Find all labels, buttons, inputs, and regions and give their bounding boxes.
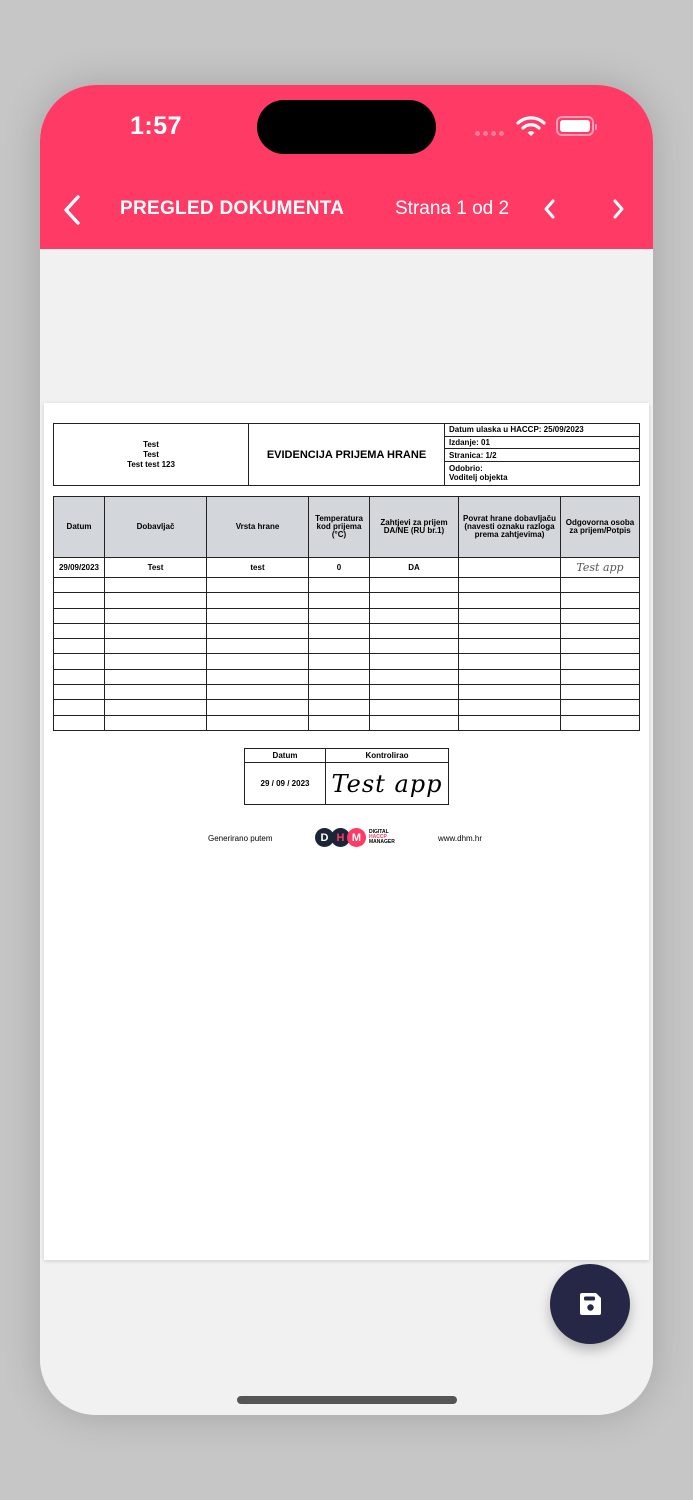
company-line: Test test 123: [127, 459, 175, 469]
table-row-empty: [54, 608, 640, 623]
company-info: [54, 424, 249, 486]
table-row-empty: [54, 700, 640, 715]
logo-letter: D: [315, 828, 334, 847]
cell-requirements: DA: [370, 558, 459, 578]
cellular-signal-icon: [475, 131, 504, 136]
website-link: www.dhm.hr: [438, 834, 483, 843]
cell-return: [459, 558, 561, 578]
save-icon: [576, 1290, 604, 1318]
column-header: Dobavljač: [105, 497, 207, 558]
approved-label: Odobrio:: [449, 464, 483, 474]
table-row-empty: [54, 578, 640, 593]
dynamic-island: [257, 100, 436, 154]
table-row-empty: [54, 654, 640, 669]
table-row-empty: [54, 593, 640, 608]
logo-word: MANAGER: [369, 839, 395, 845]
table-row-empty: [54, 623, 640, 638]
company-line: Test: [143, 449, 159, 459]
company-line: Test: [143, 439, 159, 449]
document-header-table: [53, 423, 640, 486]
control-table: [244, 748, 449, 805]
cell-date: 29/09/2023: [54, 558, 105, 578]
column-header: Povrat hrane dobavljaču (navesti oznaku razloga prema zahtjevima): [459, 497, 561, 558]
approved-by: [445, 461, 640, 485]
cell-signature: Test app: [561, 558, 640, 578]
reception-table: [53, 496, 640, 731]
entry-date: Datum ulaska u HACCP: 25/09/2023: [445, 424, 640, 437]
page-title: PREGLED DOKUMENTA: [120, 198, 345, 219]
table-row: [54, 558, 640, 578]
logo-text: [369, 830, 395, 845]
previous-page-button[interactable]: [540, 198, 560, 220]
cell-food-type: test: [207, 558, 309, 578]
phone-screen: [40, 85, 653, 1415]
column-header: Odgovorna osoba za prijem/Potpis: [561, 497, 640, 558]
document-page: [44, 403, 649, 1260]
control-signature: Test app: [326, 763, 449, 805]
generated-by-label: Generirano putem: [208, 834, 273, 843]
logo-word: HACCP: [369, 834, 387, 840]
logo-letter: H: [336, 831, 345, 844]
page-number: Stranica: 1/2: [445, 449, 640, 462]
column-header: Datum: [54, 497, 105, 558]
status-time: 1:57: [130, 112, 183, 140]
form-title: EVIDENCIJA PRIJEMA HRANE: [249, 424, 445, 486]
app-header: [40, 85, 653, 249]
column-header: Vrsta hrane: [207, 497, 309, 558]
next-page-button[interactable]: [608, 198, 628, 220]
back-button[interactable]: [60, 193, 84, 227]
cell-supplier: Test: [105, 558, 207, 578]
document-viewer[interactable]: [40, 249, 653, 1415]
control-date-label: Datum: [245, 749, 326, 763]
table-row-empty: [54, 669, 640, 684]
table-row-empty: [54, 685, 640, 700]
document-footer: [53, 828, 639, 850]
column-header: Zahtjevi za prijem DA/NE (RU br.1): [370, 497, 459, 558]
home-indicator[interactable]: [237, 1396, 457, 1404]
dhm-logo: [315, 828, 395, 847]
column-header: Temperatura kod prijema (°C): [309, 497, 370, 558]
logo-word: DIGITAL: [369, 829, 389, 835]
control-by-label: Kontrolirao: [326, 749, 449, 763]
edition: Izdanje: 01: [445, 436, 640, 449]
cell-temperature: 0: [309, 558, 370, 578]
approved-value: Voditelj objekta: [449, 473, 508, 483]
save-button[interactable]: [550, 1264, 630, 1344]
wifi-icon: [516, 115, 546, 137]
control-date-value: 29 / 09 / 2023: [245, 763, 326, 805]
page-indicator: Strana 1 od 2: [395, 198, 510, 219]
document-content: [53, 423, 639, 845]
logo-letter: M: [347, 828, 366, 847]
table-row-empty: [54, 639, 640, 654]
battery-icon: [556, 116, 594, 136]
table-row-empty: [54, 715, 640, 730]
